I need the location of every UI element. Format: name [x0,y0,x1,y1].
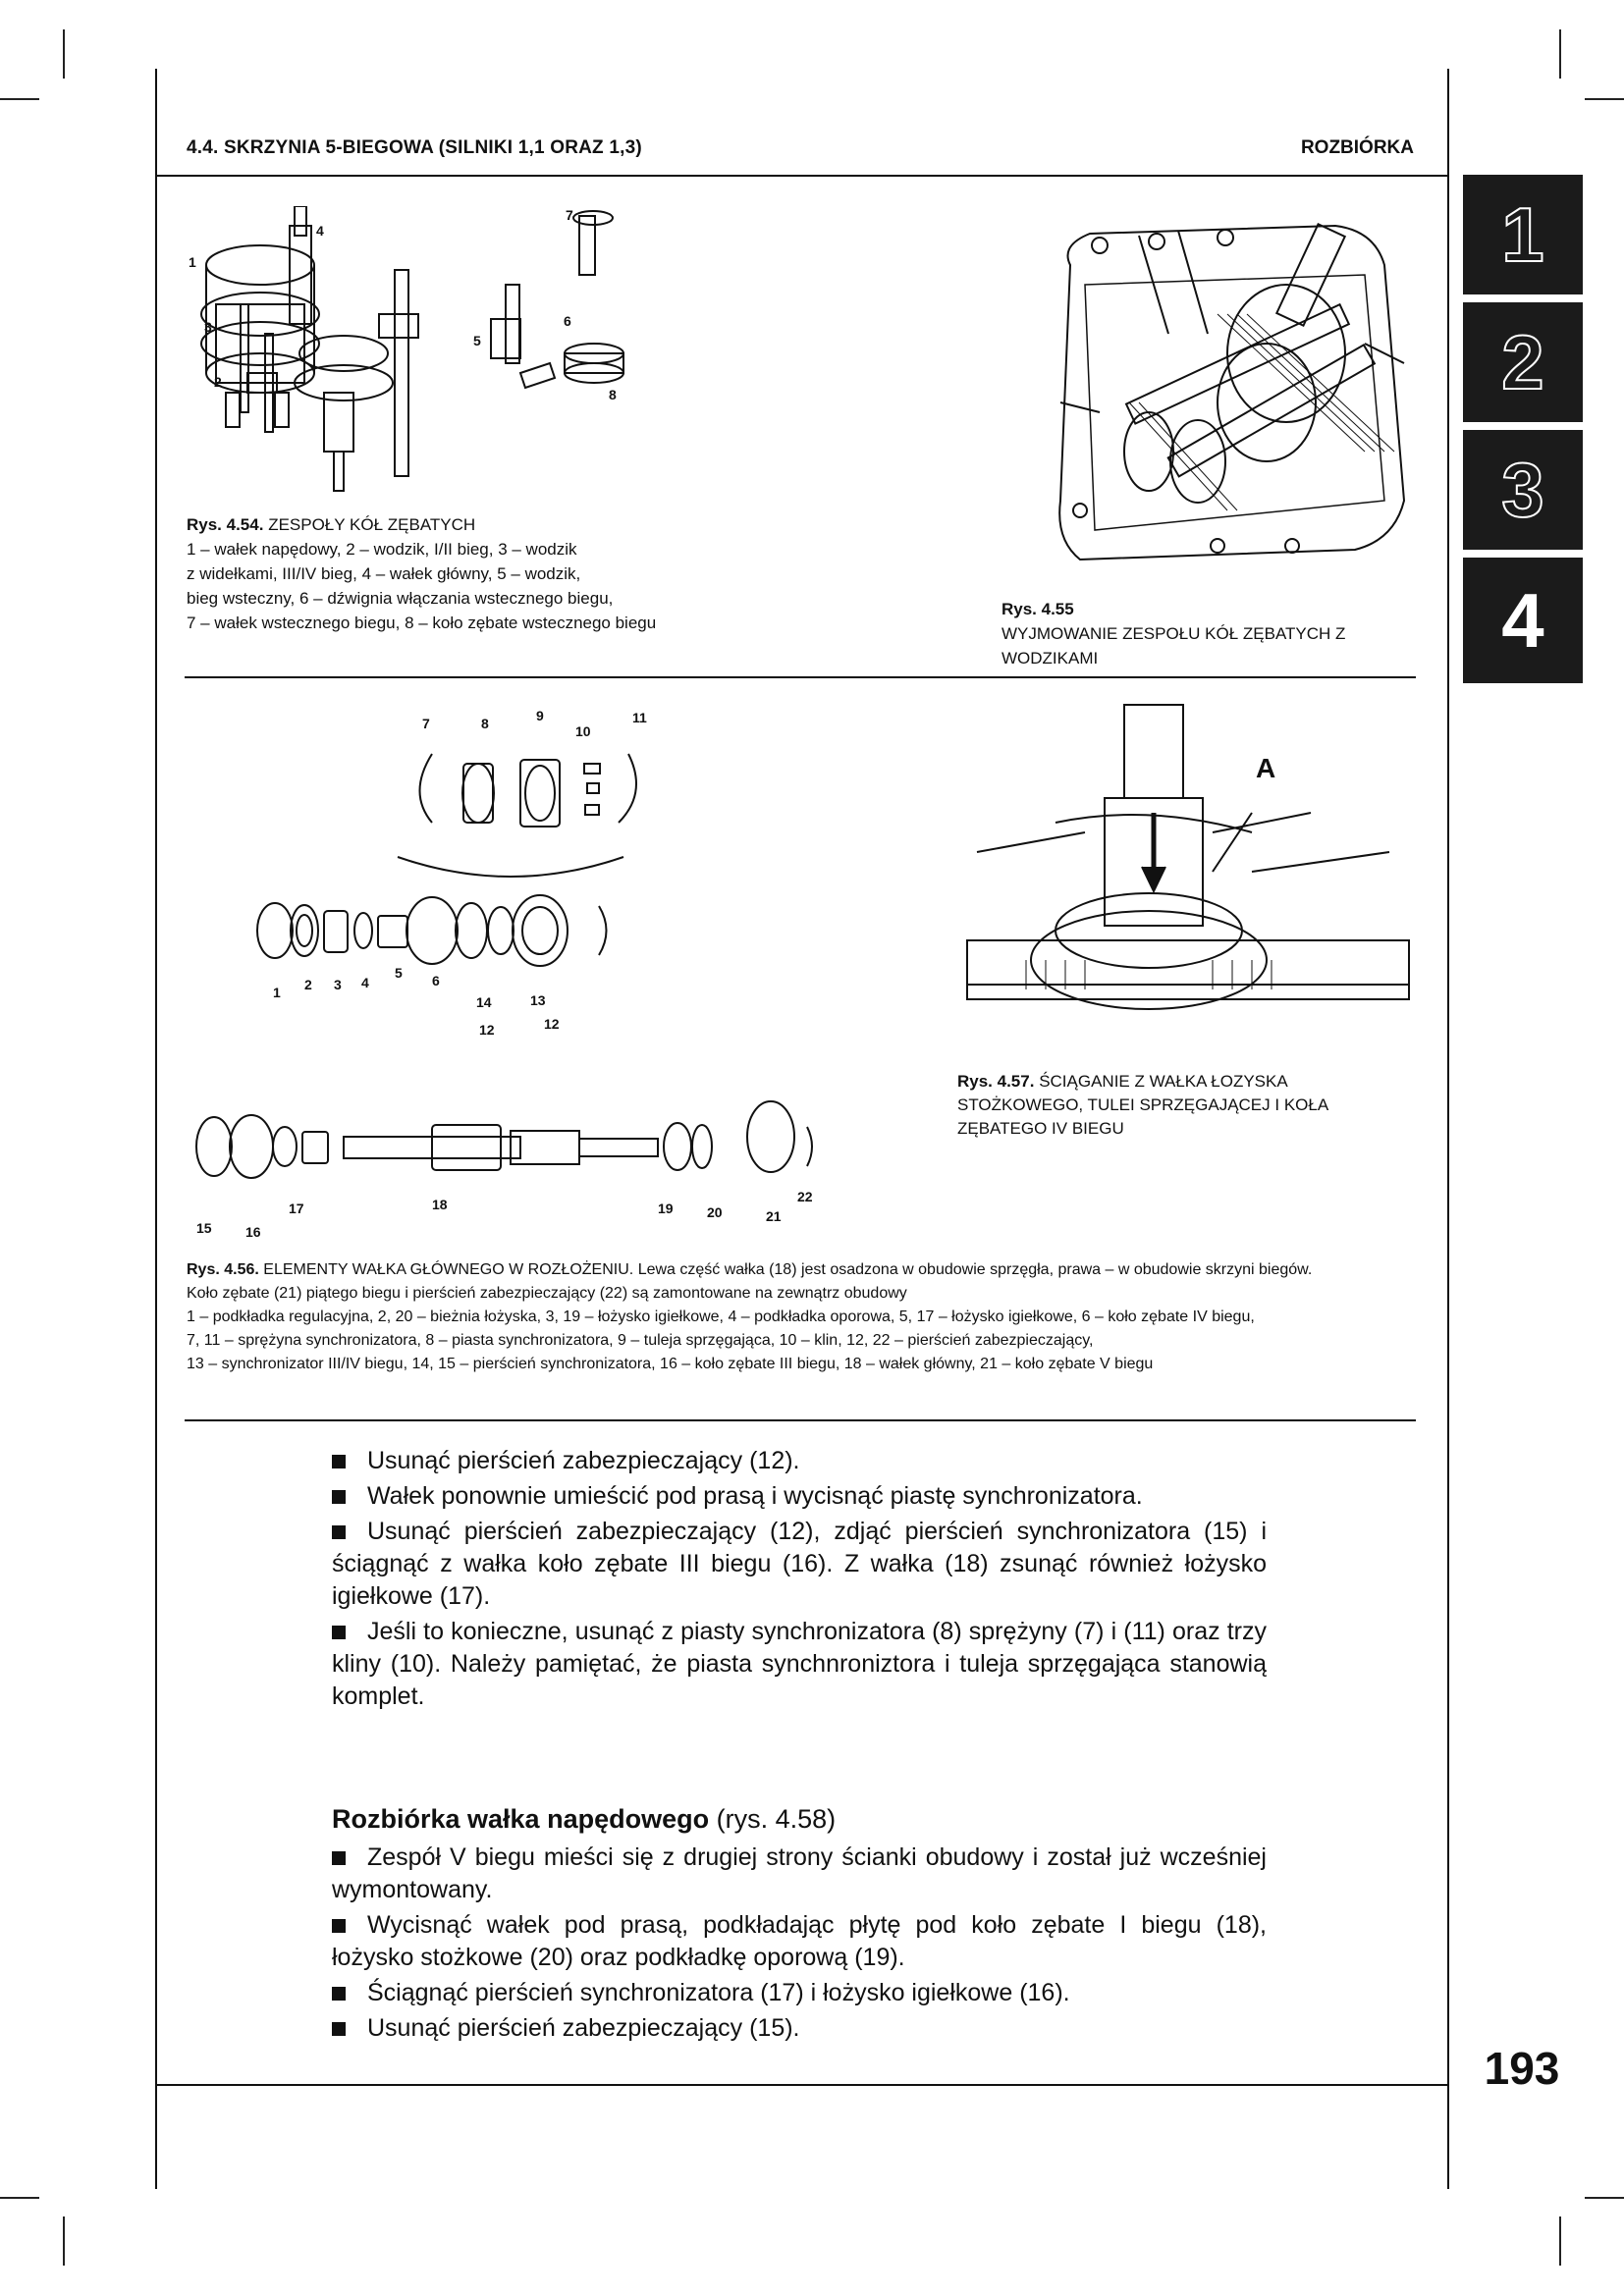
left-margin-rule [155,69,157,2189]
bullet-icon [332,1490,346,1504]
svg-text:4: 4 [316,223,324,239]
figure-4-56-legend-line: 13 – synchronizator III/IV biegu, 14, 15 – pierścień synchronizatora, 16 – koło zębate III biegu, 18 – wałek główny, 21 – koło zębate V biegu [187,1356,1154,1372]
svg-text:13: 13 [530,992,546,1008]
svg-text:5: 5 [473,333,481,348]
svg-text:5: 5 [395,965,403,981]
instruction-item: Usunąć pierścień zabezpieczający (12). [332,1445,1267,1477]
svg-text:14: 14 [476,994,492,1010]
instruction-item: Usunąć pierścień zabezpieczający (12), zdjąć pierścień synchronizatora (15) i ściągnąć z wałka koło zębate III biegu (16). Z wałka (18) zsunąć również łożysko igiełkowe (17). [332,1518,1267,1610]
section-heading-title: Rozbiórka wałka napędowego [332,1804,710,1834]
figure-4-57-number: Rys. 4.57. [957,1072,1035,1091]
figure-4-57-title-line: STOŻKOWEGO, TULEI SPRZĘGAJĄCEJ I KOŁA [957,1095,1329,1114]
figure-4-57-drawing [957,695,1419,1058]
figure-4-54-legend-line: 7 – wałek wstecznego biegu, 8 – koło zębate wstecznego biegu [187,614,657,632]
crop-mark [1559,29,1561,79]
figure-4-55-title: WYJMOWANIE ZESPOŁU KÓŁ ZĘBATYCH Z WODZIKAMI [1001,624,1346,667]
running-header-topic: ROZBIÓRKA [1300,137,1414,158]
figure-4-57-caption [957,1070,1409,1141]
svg-text:17: 17 [289,1201,304,1216]
svg-text:10: 10 [575,723,591,739]
svg-text:1: 1 [273,985,281,1000]
crop-mark [63,2216,65,2266]
chapter-tabs [1463,175,1583,691]
instruction-item: Jeśli to konieczne, usunąć z piasty synchronizatora (8) sprężyny (7) i (11) oraz trzy kliny (10). Należy pamiętać, że piasta synchnroniztora i tuleja sprzęgająca stanowią komplet. [332,1618,1267,1710]
figure-4-56-description: Lewa część wałka (18) jest osadzona w obudowie sprzęgła, prawa – w obudowie skrzyni biegów. [637,1261,1313,1278]
svg-text:4: 4 [361,975,369,990]
figure-4-54-legend-line: bieg wsteczny, 6 – dźwignia włączania wstecznego biegu, [187,589,614,608]
figure-4-54-legend-line: z widełkami, III/IV bieg, 4 – wałek główny, 5 – wodzik, [187,564,581,583]
crop-mark [0,98,39,100]
svg-text:6: 6 [432,973,440,988]
svg-text:1: 1 [189,254,196,270]
svg-text:18: 18 [432,1197,448,1212]
chapter-tab-3: 3 [1463,430,1583,550]
bullet-icon [332,1851,346,1865]
svg-text:2: 2 [304,977,312,992]
svg-text:3: 3 [334,977,342,992]
figure-4-56-number: Rys. 4.56. [187,1261,259,1278]
chapter-tab-4-active: 4 [1463,558,1583,683]
svg-text:6: 6 [564,313,571,329]
svg-text:2: 2 [214,374,222,390]
section-heading [332,1803,1267,1836]
svg-text:8: 8 [481,716,489,731]
instruction-item: Ściągnąć pierścień synchronizatora (17) i łożysko igiełkowe (16). [332,1977,1267,2009]
svg-text:16: 16 [245,1224,261,1240]
chapter-tab-1: 1 [1463,175,1583,294]
figure-4-55-caption [1001,597,1434,670]
figure-4-54-caption [187,512,736,635]
figure-4-56-legend-line: 7, 11 – sprężyna synchronizatora, 8 – piasta synchronizatora, 9 – tuleja sprzęgająca, 10 – klin, 12, 22 – pierścień zabezpieczający, [187,1332,1094,1349]
figure-4-56-description: Koło zębate (21) piątego biegu i pierścień zabezpieczający (22) są zamontowane na zewnątrz obudowy [187,1285,907,1302]
figure-4-56-legend-line: 1 – podkładka regulacyjna, 2, 20 – bieżnia łożyska, 3, 19 – łożysko igiełkowe, 4 – podkładka oporowa, 5, 17 – łożysko igiełkowe, 6 – koło zębate IV biegu, [187,1308,1255,1325]
svg-text:15: 15 [196,1220,212,1236]
bullet-icon [332,1626,346,1639]
crop-mark [1585,2197,1624,2199]
instruction-item: Usunąć pierścień zabezpieczający (15). [332,2012,1267,2045]
figure-4-55-drawing [1041,206,1424,589]
svg-text:3: 3 [204,319,212,335]
svg-text:9: 9 [536,708,544,723]
figure-4-57-title-line: ZĘBATEGO IV BIEGU [957,1119,1124,1138]
label-a: A [1256,753,1276,783]
crop-mark [1585,98,1624,100]
header-rule [155,175,1449,177]
figure-4-55-number: Rys. 4.55 [1001,600,1074,618]
svg-text:20: 20 [707,1204,723,1220]
figure-4-56-drawing [187,695,952,1245]
bullet-icon [332,1455,346,1468]
figure-4-57-title-line: ŚCIĄGANIE Z WAŁKA ŁOZYSKA [1039,1072,1288,1091]
svg-text:21: 21 [766,1208,782,1224]
figure-4-54-title: ZESPOŁY KÓŁ ZĘBATYCH [268,515,476,534]
crop-mark [1559,2216,1561,2266]
instruction-item: Zespół V biegu mieści się z drugiej strony ścianki obudowy i został już wcześniej wymontowany. [332,1843,1267,1903]
svg-text:7: 7 [566,207,573,223]
svg-text:12: 12 [544,1016,560,1032]
running-header-section: 4.4. SKRZYNIA 5-BIEGOWA (SILNIKI 1,1 ORAZ 1,3) [187,137,642,158]
crop-mark [63,29,65,79]
instruction-item: Wałek ponownie umieścić pod prasą i wycisnąć piastę synchronizatora. [332,1480,1267,1513]
svg-text:8: 8 [609,387,617,402]
section-rule [185,676,1416,678]
instruction-item: Wycisnąć wałek pod prasą, podkładając płytę pod koło zębate I biegu (18), łożysko stożkowe (20) oraz podkładkę oporową (19). [332,1911,1267,1971]
right-margin-rule [1447,69,1449,2189]
bullet-icon [332,1525,346,1539]
footer-rule [155,2084,1449,2086]
figure-4-54-legend-line: 1 – wałek napędowy, 2 – wodzik, I/II bieg, 3 – wodzik [187,540,577,559]
crop-mark [0,2197,39,2199]
bullet-icon [332,1919,346,1933]
section-heading-ref: (rys. 4.58) [716,1804,837,1834]
bullet-icon [332,2022,346,2036]
section-drive-shaft [332,1803,1267,2048]
instructions-list [332,1445,1267,1716]
figure-4-54-number: Rys. 4.54. [187,515,264,534]
bullet-icon [332,1987,346,2001]
svg-text:7: 7 [422,716,430,731]
chapter-tab-2: 2 [1463,302,1583,422]
svg-text:12: 12 [479,1022,495,1038]
svg-text:22: 22 [797,1189,813,1204]
figure-4-56-title: ELEMENTY WAŁKA GŁÓWNEGO W ROZŁOŻENIU. [263,1261,634,1278]
figure-4-54-drawing [187,206,677,501]
svg-text:11: 11 [632,710,647,725]
figure-4-56-caption [187,1258,1424,1376]
section-rule [185,1419,1416,1421]
svg-text:19: 19 [658,1201,674,1216]
page-number: 193 [1484,2043,1560,2094]
